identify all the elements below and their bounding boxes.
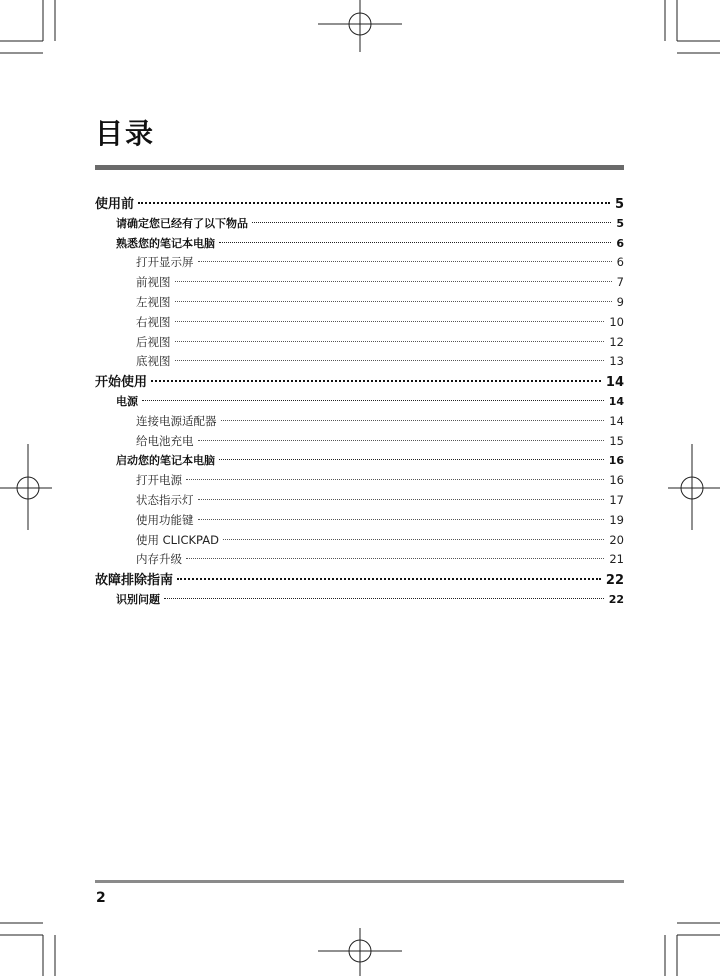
toc-entry-label: 右视图 (136, 314, 171, 329)
toc-leader-dots (177, 564, 601, 580)
toc-entry-label: 给电池充电 (136, 433, 194, 448)
toc-entry-label: 使用前 (95, 197, 135, 212)
toc-entry-page: 12 (609, 334, 624, 349)
toc-leader-dots (175, 307, 605, 322)
toc-entry-page: 19 (609, 512, 624, 527)
toc-entry-page: 6 (616, 255, 624, 270)
toc-leader-dots (138, 188, 610, 204)
toc-entry-page: 5 (616, 216, 624, 230)
toc-entry-label: 打开电源 (136, 473, 182, 488)
toc-entry-page: 7 (616, 275, 624, 290)
toc-entry-label: 左视图 (136, 295, 171, 309)
toc-entry-page: 10 (609, 314, 624, 329)
toc-entry-page: 14 (605, 375, 624, 391)
toc-entry-label: 识别问题 (116, 593, 160, 606)
toc-entry-page: 13 (609, 354, 624, 369)
toc-leader-dots (175, 327, 605, 342)
toc-entry-page: 17 (609, 493, 624, 507)
toc-leader-dots (142, 386, 604, 401)
toc-leader-dots (198, 505, 605, 520)
toc-leader-dots (175, 287, 612, 302)
toc-entry-label: 状态指示灯 (136, 493, 194, 507)
toc-entry-page: 16 (609, 473, 624, 488)
toc-leader-dots (252, 208, 611, 223)
toc-entry-label: 请确定您已经有了以下物品 (116, 216, 248, 230)
toc-leader-dots (219, 228, 611, 243)
toc-entry-page: 21 (609, 552, 624, 567)
toc-leader-dots (223, 525, 604, 540)
toc-entry-label: 连接电源适配器 (136, 413, 217, 428)
toc-entry-page: 5 (614, 197, 624, 212)
toc-leader-dots (198, 426, 605, 441)
toc-entry[interactable] (116, 588, 624, 608)
toc-leader-dots (151, 366, 601, 382)
toc-entry-label: 熟悉您的笔记本电脑 (116, 236, 215, 250)
footer-divider (95, 880, 624, 883)
toc-entry-label: 后视图 (136, 334, 171, 349)
toc-entry-page: 9 (616, 295, 624, 309)
page-title: 目录 (95, 117, 156, 150)
toc-leader-dots (175, 346, 605, 361)
toc-leader-dots (198, 485, 605, 500)
page-number: 2 (96, 890, 106, 906)
toc-entry-label: 使用功能键 (136, 512, 194, 527)
toc-entry-label: 开始使用 (95, 375, 148, 391)
toc-entry-label: 内存升级 (136, 552, 182, 567)
toc-entry-page: 15 (609, 433, 624, 448)
title-divider (95, 165, 624, 170)
toc-entry-page: 22 (605, 573, 624, 589)
toc-leader-dots (175, 267, 612, 282)
toc-entry-page: 22 (608, 593, 624, 606)
toc-leader-dots (221, 406, 605, 421)
toc-entry-page: 14 (609, 413, 624, 428)
toc-entry-label: 使用 CLICKPAD (136, 532, 219, 547)
toc-entry-page: 20 (609, 532, 624, 547)
toc-entry-page: 6 (616, 236, 624, 250)
toc-entry-label: 前视图 (136, 275, 171, 290)
toc-leader-dots (186, 544, 604, 559)
toc-leader-dots (186, 465, 604, 480)
toc-entry-label: 电源 (116, 395, 138, 408)
toc-leader-dots (198, 247, 612, 262)
toc-entry-page: 16 (608, 454, 624, 468)
toc-entry-label: 启动您的笔记本电脑 (116, 454, 215, 468)
toc-entry-label: 故障排除指南 (95, 573, 174, 589)
toc-entry-label: 底视图 (136, 354, 171, 369)
toc-leader-dots (219, 445, 604, 460)
toc-leader-dots (164, 584, 604, 599)
toc-entry-label: 打开显示屏 (136, 255, 194, 270)
toc-entry-page: 14 (608, 395, 624, 408)
